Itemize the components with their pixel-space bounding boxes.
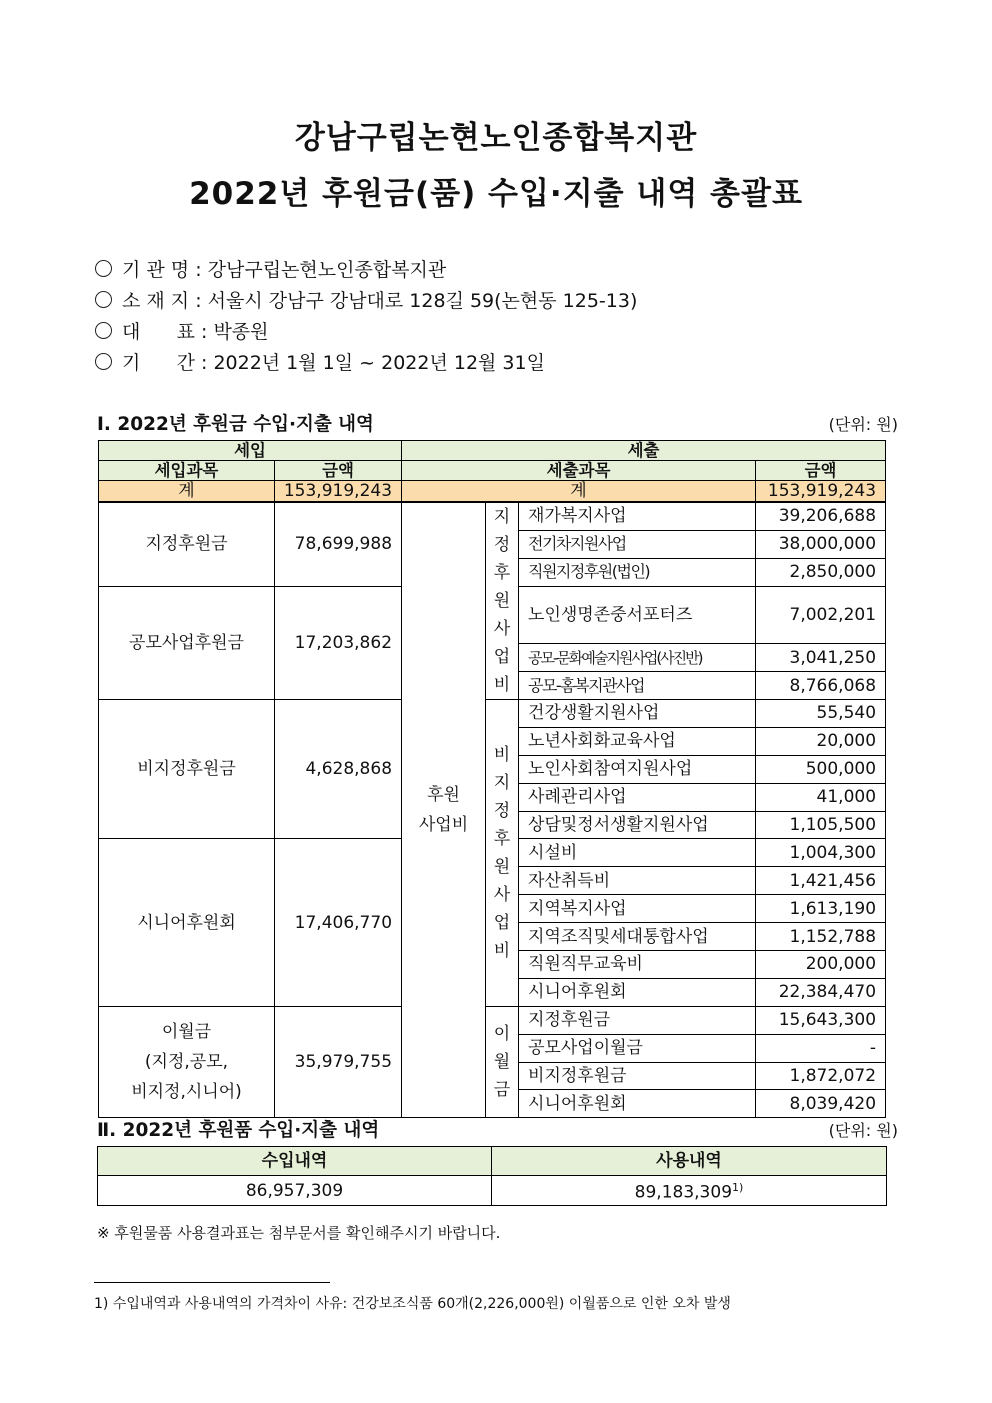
header-goods-income: 수입내역 bbox=[98, 1147, 492, 1176]
info-row-rep: 대 표 : 박종원 bbox=[95, 317, 269, 344]
expense-amount: 41,000 bbox=[756, 783, 886, 811]
expense-amount: 500,000 bbox=[756, 755, 886, 783]
expense-amount: 200,000 bbox=[756, 951, 886, 979]
income-amount-contest: 17,203,862 bbox=[275, 586, 402, 699]
total-income-label: 계 bbox=[99, 481, 275, 503]
goods-note: ※ 후원물품 사용결과표는 첨부문서를 확인해주시기 바랍니다. bbox=[97, 1224, 501, 1242]
expense-amount: 1,613,190 bbox=[756, 895, 886, 923]
info-row-period: 기 간 : 2022년 1월 1일 ~ 2022년 12월 31일 bbox=[95, 348, 545, 375]
header-income-item: 세입과목 bbox=[99, 461, 275, 481]
header-income-amount: 금액 bbox=[275, 461, 402, 481]
income-amount-undesignated: 4,628,868 bbox=[275, 700, 402, 839]
expense-main-category: 후원 사업비 bbox=[402, 502, 486, 1118]
group-label-undesignated: 비 지 정 후 원 사 업 비 bbox=[486, 700, 519, 1007]
income-amount-senior: 17,406,770 bbox=[275, 839, 402, 1006]
expense-item: 노년사회화교육사업 bbox=[519, 727, 756, 755]
expense-item: 공모-홈복지관사업 bbox=[519, 672, 756, 700]
expense-item: 시니어후원회 bbox=[519, 978, 756, 1006]
circle-bullet-icon bbox=[95, 322, 112, 339]
expense-amount: 8,766,068 bbox=[756, 672, 886, 700]
expense-item: 상담및정서생활지원사업 bbox=[519, 811, 756, 839]
representative: 박종원 bbox=[213, 321, 269, 343]
circle-bullet-icon bbox=[95, 260, 112, 277]
section2-unit: (단위: 원) bbox=[828, 1121, 898, 1140]
expense-item: 지역복지사업 bbox=[519, 895, 756, 923]
expense-item: 시설비 bbox=[519, 839, 756, 867]
expense-amount: 1,152,788 bbox=[756, 923, 886, 951]
address: 서울시 강남구 강남대로 128길 59(논현동 125-13) bbox=[207, 290, 638, 312]
goods-income-amount: 86,957,309 bbox=[98, 1176, 492, 1206]
income-row-designated: 지정후원금 bbox=[99, 502, 275, 586]
expense-amount: 15,643,300 bbox=[756, 1006, 886, 1034]
goods-table bbox=[97, 1146, 887, 1206]
document-subtitle: 2022년 후원금(품) 수입·지출 내역 총괄표 bbox=[189, 176, 803, 212]
donation-table bbox=[98, 440, 886, 1118]
footnote-text: 1) 수입내역과 사용내역의 가격차이 사유: 건강보조식품 60개(2,226,000원) 이월품으로 인한 오차 발생 bbox=[94, 1296, 731, 1312]
income-amount-carryover: 35,979,755 bbox=[275, 1006, 402, 1118]
expense-amount: 8,039,420 bbox=[756, 1090, 886, 1118]
circle-bullet-icon bbox=[95, 353, 112, 370]
expense-item: 비지정후원금 bbox=[519, 1062, 756, 1090]
expense-item: 건강생활지원사업 bbox=[519, 700, 756, 728]
expense-item: 직원지정후원(법인) bbox=[519, 558, 756, 586]
expense-amount: 3,041,250 bbox=[756, 644, 886, 672]
expense-item: 지정후원금 bbox=[519, 1006, 756, 1034]
expense-item: 전기차지원사업 bbox=[519, 530, 756, 558]
expense-amount: 55,540 bbox=[756, 700, 886, 728]
expense-amount: 39,206,688 bbox=[756, 502, 886, 530]
header-expense-item: 세출과목 bbox=[402, 461, 756, 481]
expense-item: 재가복지사업 bbox=[519, 502, 756, 530]
expense-item: 노인생명존중서포터즈 bbox=[519, 586, 756, 644]
expense-amount: 38,000,000 bbox=[756, 530, 886, 558]
info-row-org: 기 관 명 : 강남구립논현노인종합복지관 bbox=[95, 255, 446, 282]
income-row-carryover: 이월금 (지정,공모, 비지정,시니어) bbox=[99, 1006, 275, 1118]
goods-usage-amount: 89,183,309 bbox=[634, 1182, 733, 1203]
group-label-designated: 지 정 후 원 사 업 비 bbox=[486, 502, 519, 700]
expense-item: 공모-문화예술지원사업(사진반) bbox=[519, 644, 756, 672]
section2-title: Ⅱ. 2022년 후원품 수입·지출 내역 bbox=[97, 1120, 380, 1141]
footnote-divider bbox=[94, 1282, 330, 1283]
goods-usage-cell bbox=[492, 1176, 887, 1206]
document-title: 강남구립논현노인종합복지관 bbox=[294, 120, 698, 156]
header-goods-usage: 사용내역 bbox=[492, 1147, 887, 1176]
income-row-senior: 시니어후원회 bbox=[99, 839, 275, 1006]
group-label-carryover: 이 월 금 bbox=[486, 1006, 519, 1118]
expense-amount: 20,000 bbox=[756, 727, 886, 755]
org-name: 강남구립논현노인종합복지관 bbox=[207, 259, 447, 281]
header-expense: 세출 bbox=[402, 441, 886, 461]
expense-amount: - bbox=[756, 1034, 886, 1062]
total-expense-label: 계 bbox=[402, 481, 756, 503]
info-row-address: 소 재 지 : 서울시 강남구 강남대로 128길 59(논현동 125-13) bbox=[95, 286, 637, 313]
income-amount-designated: 78,699,988 bbox=[275, 502, 402, 586]
expense-amount: 1,004,300 bbox=[756, 839, 886, 867]
expense-item: 공모사업이월금 bbox=[519, 1034, 756, 1062]
expense-amount: 1,872,072 bbox=[756, 1062, 886, 1090]
expense-amount: 1,421,456 bbox=[756, 867, 886, 895]
income-row-undesignated: 비지정후원금 bbox=[99, 700, 275, 839]
total-income-amount: 153,919,243 bbox=[275, 481, 402, 503]
expense-item: 시니어후원회 bbox=[519, 1090, 756, 1118]
expense-amount: 7,002,201 bbox=[756, 586, 886, 644]
expense-amount: 1,105,500 bbox=[756, 811, 886, 839]
section1-unit: (단위: 원) bbox=[828, 415, 898, 434]
expense-item: 자산취득비 bbox=[519, 867, 756, 895]
header-income: 세입 bbox=[99, 441, 402, 461]
expense-item: 사례관리사업 bbox=[519, 783, 756, 811]
expense-item: 직원직무교육비 bbox=[519, 951, 756, 979]
total-expense-amount: 153,919,243 bbox=[756, 481, 886, 503]
expense-item: 노인사회참여지원사업 bbox=[519, 755, 756, 783]
header-expense-amount: 금액 bbox=[756, 461, 886, 481]
circle-bullet-icon bbox=[95, 291, 112, 308]
footnote-ref: 1) bbox=[732, 1181, 744, 1195]
section1-title: Ⅰ. 2022년 후원금 수입·지출 내역 bbox=[97, 414, 374, 435]
period: 2022년 1월 1일 ~ 2022년 12월 31일 bbox=[213, 352, 545, 374]
expense-item: 지역조직및세대통합사업 bbox=[519, 923, 756, 951]
expense-amount: 2,850,000 bbox=[756, 558, 886, 586]
expense-amount: 22,384,470 bbox=[756, 978, 886, 1006]
income-row-contest: 공모사업후원금 bbox=[99, 586, 275, 699]
